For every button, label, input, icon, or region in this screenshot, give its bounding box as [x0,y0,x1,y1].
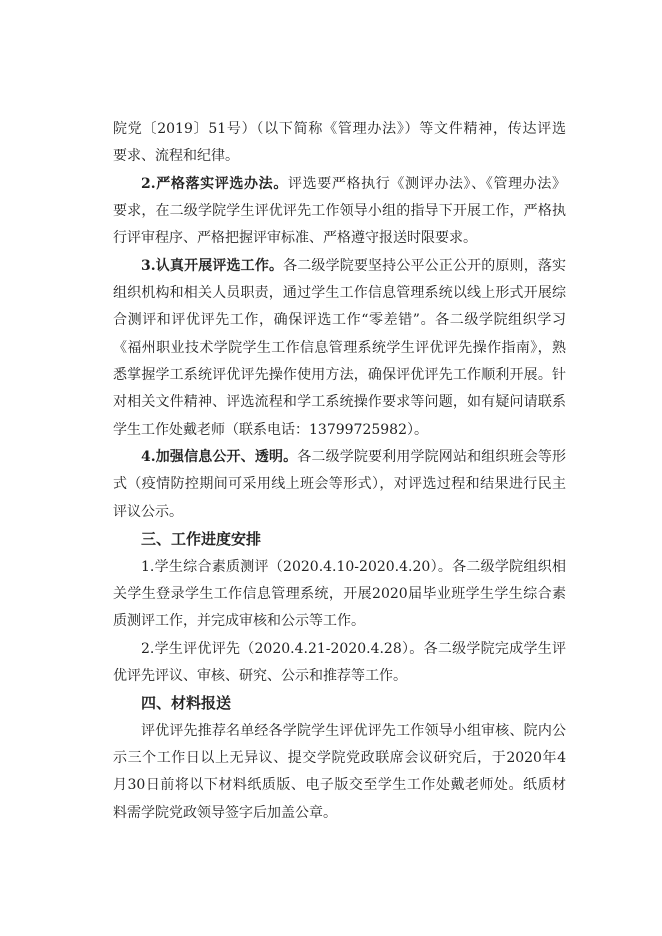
line-text: 关学生登录学生工作信息管理系统，开展2020届毕业班学生学生综合素 [113,585,566,602]
line-text: 要求、流程和纪律。 [113,148,239,165]
line-text: 示三个工作日以上无异议、提交学院党政联席会议研究后，于2020年4 [113,749,566,766]
text-line [113,772,566,799]
line-text: 式（疫情防控期间可采用线上班会等形式），对评选过程和结果进行民主 [113,476,566,493]
text-line [113,116,566,143]
text-line [113,444,566,471]
text-line [113,636,566,663]
item-lead: 2.严格落实评选办法。 [141,175,288,192]
line-text: 行评审程序、严格把握评审标准、严格遵守报送时限要求。 [113,230,477,247]
line-text: 《福州职业技术学院学生工作信息管理系统学生评优评先操作指南》，熟 [113,339,566,356]
line-text: 评议公示。 [113,503,183,520]
line-text: 合测评和评优评先工作，确保评选工作“零差错”。各二级学院组织学习 [113,312,566,329]
heading-text: 四、材料报送 [141,694,232,713]
line-text: 各二级学院要坚持公平公正公开的原则，落实 [283,257,566,274]
heading-text: 三、工作进度安排 [141,530,262,549]
text-line [113,581,566,608]
line-text: 院党〔2019〕51号）（以下简称《管理办法》）等文件精神，传达评选 [113,121,566,137]
line-text: 料需学院党政领导签字后加盖公章。 [113,804,337,821]
line-text: 学生工作处戴老师（联系电话：13799725982）。 [113,421,428,438]
text-line [113,608,566,635]
document-page [113,116,566,827]
item-lead: 3.认真开展评选工作。 [141,257,284,274]
text-line [113,225,566,252]
text-line [113,800,566,827]
text-line [113,280,566,307]
text-line [113,253,566,280]
text-line [113,663,566,690]
text-line [113,335,566,362]
item-lead: 4.加强信息公开、透明。 [141,449,298,466]
section-heading [113,526,566,553]
line-text: 评选要严格执行《测评办法》、《管理办法》 [287,175,566,192]
text-line [113,143,566,170]
line-text: 要求，在二级学院学生评优评先工作领导小组的指导下开展工作，严格执 [113,203,566,220]
text-line [113,718,566,745]
line-text: 月30日前将以下材料纸质版、电子版交至学生工作处戴老师处。纸质材 [113,777,566,794]
text-line [113,389,566,416]
text-line [113,417,566,444]
line-text: 组织机构和相关人员职责，通过学生工作信息管理系统以线上形式开展综 [113,285,566,302]
text-line [113,471,566,498]
line-text: 评优评先推荐名单经各学院学生评优评先工作领导小组审核、院内公 [141,722,566,739]
text-line [113,745,566,772]
section-heading [113,690,566,717]
line-text: 优评先评议、审核、研究、公示和推荐等工作。 [113,667,407,684]
text-line [113,171,566,198]
text-line [113,198,566,225]
text-line [113,499,566,526]
text-line [113,362,566,389]
line-text: 悉掌握学工系统评优评先操作使用方法，确保评优评先工作顺利开展。针 [113,367,566,384]
line-text: 各二级学院要利用学院网站和组织班会等形 [297,449,566,466]
text-line [113,554,566,581]
line-text: 质测评工作，并完成审核和公示等工作。 [113,613,365,630]
text-line [113,307,566,334]
line-text: 1.学生综合素质测评（2020.4.10-2020.4.20）。各二级学院组织相 [141,558,566,575]
line-text: 2.学生评优评先（2020.4.21-2020.4.28）。各二级学院完成学生评 [141,640,566,657]
line-text: 对相关文件精神、评选流程和学工系统操作要求等问题，如有疑问请联系 [113,394,566,411]
